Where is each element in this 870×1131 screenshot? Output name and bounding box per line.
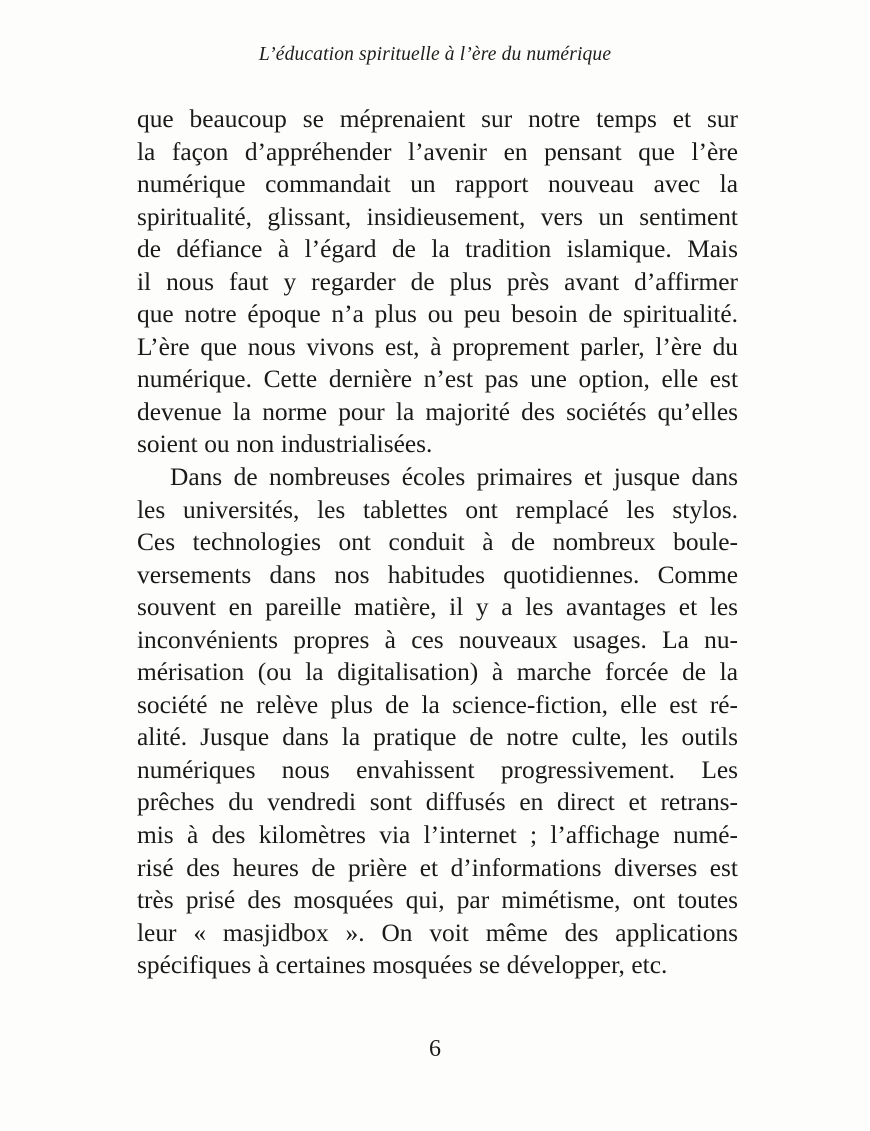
text-line: Ces technologies ont conduit à de nombreux boule-	[137, 528, 738, 557]
text-line: prêches du vendredi sont diffusés en direct et retrans-	[137, 788, 738, 817]
text-line: mis à des kilomètres via l’internet ; l’affichage numé-	[137, 821, 738, 850]
text-line: que notre époque n’a plus ou peu besoin de spiritualité.	[137, 300, 738, 329]
text-line: il nous faut y regarder de plus près avant d’affirmer	[137, 267, 738, 296]
text-line: numériques nous envahissent progressivement. Les	[137, 755, 738, 784]
text-line: souvent en pareille matière, il y a les avantages et les	[137, 593, 738, 622]
text-line: les universités, les tablettes ont remplacé les stylos.	[137, 495, 738, 524]
text-line: numérique. Cette dernière n’est pas une option, elle est	[137, 365, 738, 394]
text-line: devenue la norme pour la majorité des sociétés qu’elles	[137, 397, 738, 426]
text-line: que beaucoup se méprenaient sur notre temps et sur	[137, 105, 738, 133]
paragraph-2	[137, 461, 738, 982]
body-text-block	[137, 103, 738, 982]
paragraph-1	[137, 103, 738, 461]
text-line: alité. Jusque dans la pratique de notre culte, les outils	[137, 723, 738, 752]
text-line: leur « masjidbox ». On voit même des applications	[137, 918, 738, 947]
text-line: inconvénients propres à ces nouveaux usages. La nu-	[137, 625, 738, 654]
text-line: risé des heures de prière et d’informations diverses est	[137, 853, 738, 882]
text-line: soient ou non industrialisées.	[137, 430, 433, 459]
text-line: versements dans nos habitudes quotidiennes. Comme	[137, 560, 738, 589]
text-line: la façon d’appréhender l’avenir en pensant que l’ère	[137, 137, 738, 166]
text-line: société ne relève plus de la science-fiction, elle est ré-	[137, 690, 738, 719]
text-line: Dans de nombreuses écoles primaires et jusque dans	[170, 463, 738, 492]
page-number: 6	[429, 1036, 441, 1062]
running-head: L’éducation spirituelle à l’ère du numérique	[258, 44, 612, 65]
text-line: de défiance à l’égard de la tradition islamique. Mais	[137, 235, 738, 264]
text-line: mérisation (ou la digitalisation) à marche forcée de la	[137, 658, 738, 687]
text-line: spiritualité, glissant, insidieusement, vers un sentiment	[137, 202, 738, 231]
text-line: spécifiques à certaines mosquées se développer, etc.	[137, 951, 668, 980]
text-line: numérique commandait un rapport nouveau avec la	[137, 170, 738, 199]
text-line: très prisé des mosquées qui, par mimétisme, ont toutes	[137, 886, 738, 915]
text-line: L’ère que nous vivons est, à proprement parler, l’ère du	[137, 332, 738, 361]
